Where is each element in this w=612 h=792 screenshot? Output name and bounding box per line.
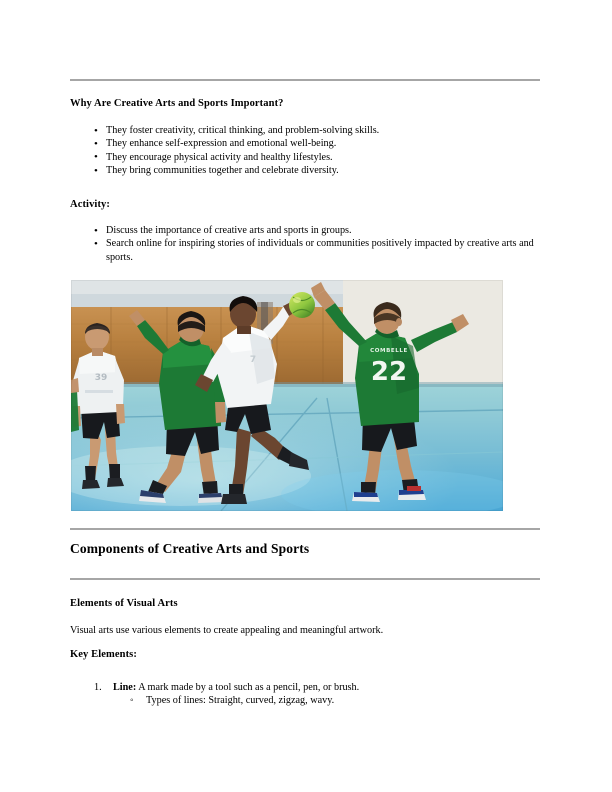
- why-important-list: [70, 124, 540, 178]
- list-item-line: [70, 681, 540, 708]
- svg-text:COMBELLE: COMBELLE: [370, 348, 408, 354]
- horizontal-rule-below-components: [70, 578, 540, 580]
- activity-list: [70, 224, 540, 264]
- heading-key-elements: Key Elements:: [70, 649, 137, 660]
- heading-activity: Activity:: [70, 199, 111, 210]
- list-item: • Search online for inspiring stories of individuals or communities positively impacted by creative arts and sports.: [70, 237, 540, 264]
- list-item-lead: Line:: [113, 682, 137, 693]
- handball-ball: [289, 292, 315, 318]
- heading-elements-of-visual-arts: Elements of Visual Arts: [70, 598, 178, 609]
- svg-text:39: 39: [94, 373, 108, 383]
- list-item-text: A mark made by a tool such as a pencil, pen, or brush.: [136, 682, 360, 693]
- svg-text:7: 7: [249, 355, 257, 365]
- svg-text:22: 22: [370, 357, 408, 387]
- handball-match-photo: [71, 280, 503, 511]
- horizontal-rule-top: [70, 79, 540, 81]
- list-item: • They encourage physical activity and healthy lifestyles.: [70, 151, 540, 164]
- key-elements-list: [70, 681, 540, 708]
- paragraph-visual-arts: Visual arts use various elements to create appealing and meaningful artwork.: [70, 625, 384, 636]
- sublist-item: ◦ Types of lines: Straight, curved, zigzag, wavy.: [113, 694, 540, 707]
- heading-why-important: Why Are Creative Arts and Sports Important?: [70, 98, 284, 109]
- list-item: • They foster creativity, critical thinking, and problem-solving skills.: [70, 124, 540, 137]
- line-sublist: [113, 694, 540, 707]
- list-item: • They bring communities together and celebrate diversity.: [70, 164, 540, 177]
- heading-components: Components of Creative Arts and Sports: [70, 541, 310, 556]
- horizontal-rule-above-components: [70, 528, 540, 530]
- list-item: • Discuss the importance of creative arts and sports in groups.: [70, 224, 540, 237]
- list-item: • They enhance self-expression and emotional well-being.: [70, 137, 540, 150]
